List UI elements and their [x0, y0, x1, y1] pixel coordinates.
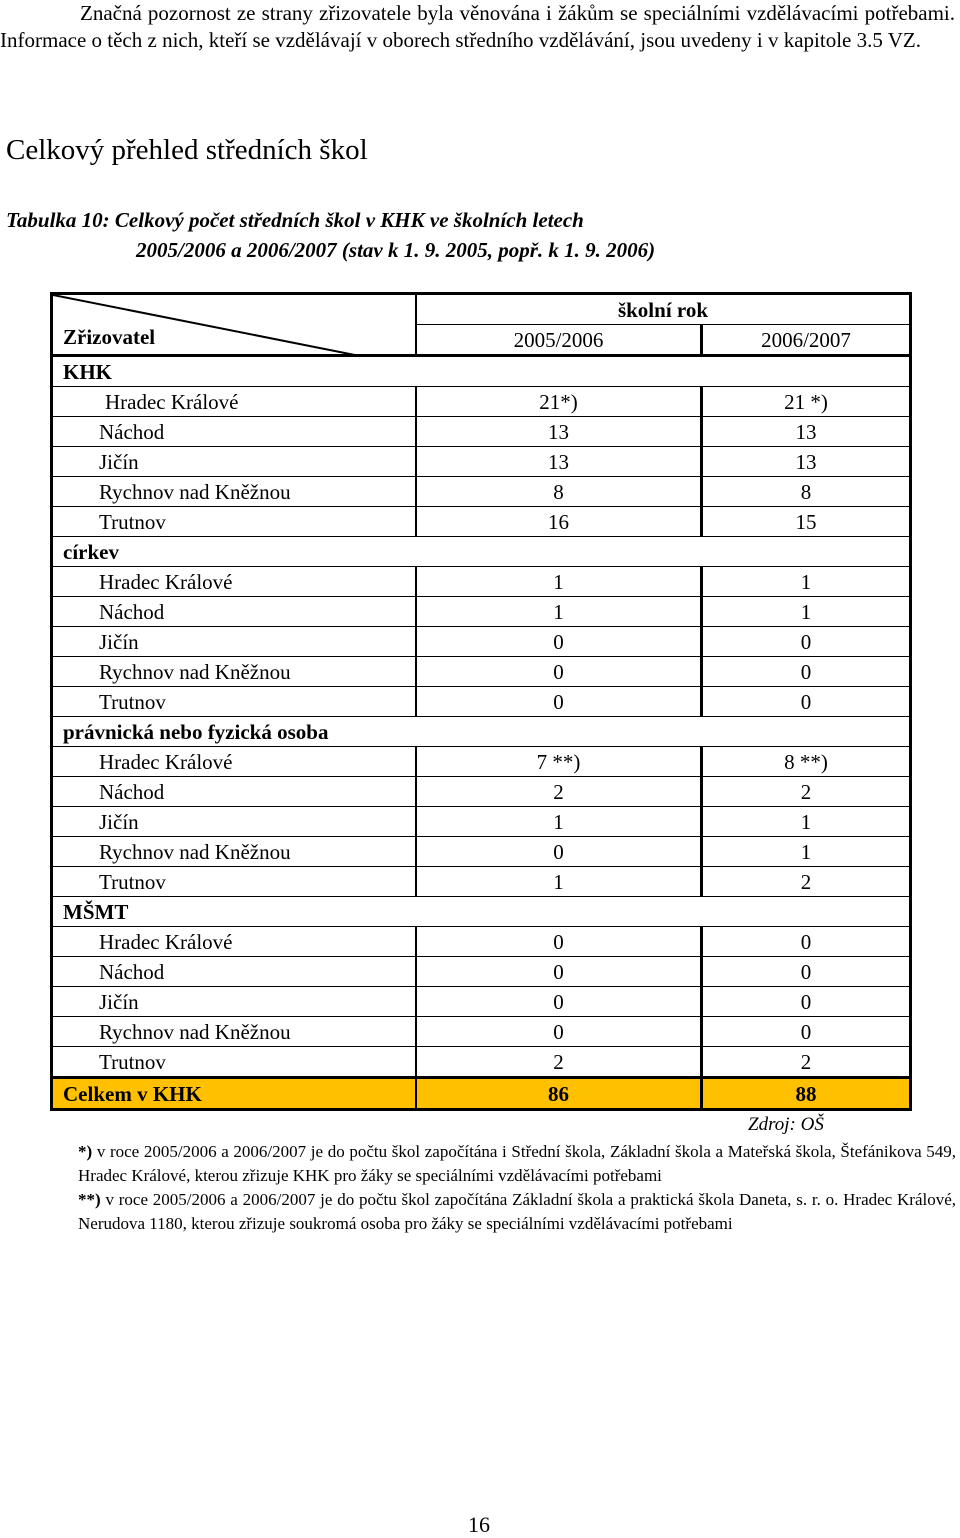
header-founder-cell [52, 294, 417, 356]
value-2005: 13 [416, 447, 702, 477]
group-row [52, 897, 911, 927]
value-2006: 21 *) [702, 387, 911, 417]
group-name: KHK [52, 356, 911, 387]
value-2006: 13 [702, 447, 911, 477]
header-founder: Zřizovatel [63, 325, 156, 349]
district-label: Hradec Králové [52, 387, 417, 417]
group-name: církev [52, 537, 911, 567]
table-row [52, 957, 911, 987]
table-row [52, 477, 911, 507]
intro-paragraph [0, 0, 955, 54]
table-row [52, 567, 911, 597]
table-row [52, 627, 911, 657]
value-2006: 1 [702, 837, 911, 867]
caption-line-1: Tabulka 10: Celkový počet středních škol v KHK ve školních letech [6, 208, 584, 232]
value-2005: 1 [416, 867, 702, 897]
value-2006: 0 [702, 927, 911, 957]
district-label: Hradec Králové [52, 927, 417, 957]
value-2005: 16 [416, 507, 702, 537]
value-2005: 13 [416, 417, 702, 447]
district-label: Rychnov nad Kněžnou [52, 657, 417, 687]
value-2006: 0 [702, 957, 911, 987]
district-label: Rychnov nad Kněžnou [52, 1017, 417, 1047]
table-row [52, 597, 911, 627]
footnotes [78, 1140, 956, 1236]
district-label: Náchod [52, 417, 417, 447]
schools-table [50, 292, 912, 1111]
footnote-marker: *) [78, 1142, 93, 1161]
footnote-1 [78, 1140, 956, 1188]
value-2006: 0 [702, 687, 911, 717]
group-name: MŠMT [52, 897, 911, 927]
value-2006: 2 [702, 1047, 911, 1078]
value-2006: 2 [702, 867, 911, 897]
table-row [52, 927, 911, 957]
group-row [52, 717, 911, 747]
value-2005: 0 [416, 627, 702, 657]
district-label: Náchod [52, 597, 417, 627]
total-label: Celkem v KHK [52, 1078, 417, 1110]
header-year-1: 2005/2006 [416, 325, 702, 356]
district-label: Trutnov [52, 687, 417, 717]
value-2005: 21*) [416, 387, 702, 417]
table-row [52, 387, 911, 417]
value-2005: 0 [416, 1017, 702, 1047]
group-row [52, 537, 911, 567]
table-caption [6, 205, 655, 265]
value-2006: 1 [702, 567, 911, 597]
district-label: Trutnov [52, 507, 417, 537]
table-row [52, 1047, 911, 1078]
district-label: Rychnov nad Kněžnou [52, 477, 417, 507]
district-label: Jičín [52, 447, 417, 477]
value-2006: 8 [702, 477, 911, 507]
header-year-2: 2006/2007 [702, 325, 911, 356]
value-2006: 15 [702, 507, 911, 537]
value-2005: 1 [416, 807, 702, 837]
value-2005: 0 [416, 687, 702, 717]
table-row [52, 837, 911, 867]
total-row [52, 1078, 911, 1110]
district-label: Náchod [52, 777, 417, 807]
footnote-marker: **) [78, 1190, 101, 1209]
value-2006: 0 [702, 657, 911, 687]
district-label: Jičín [52, 987, 417, 1017]
district-label: Hradec Králové [52, 567, 417, 597]
value-2005: 1 [416, 597, 702, 627]
header-row-group [52, 294, 911, 325]
value-2006: 13 [702, 417, 911, 447]
section-heading: Celkový přehled středních škol [6, 134, 368, 166]
table-row [52, 747, 911, 777]
table-row [52, 807, 911, 837]
table-row [52, 987, 911, 1017]
value-2005: 8 [416, 477, 702, 507]
value-2006: 8 **) [702, 747, 911, 777]
table-row [52, 507, 911, 537]
value-2005: 1 [416, 567, 702, 597]
value-2005: 0 [416, 957, 702, 987]
district-label: Jičín [52, 807, 417, 837]
district-label: Rychnov nad Kněžnou [52, 837, 417, 867]
value-2005: 7 **) [416, 747, 702, 777]
district-label: Trutnov [52, 867, 417, 897]
district-label: Náchod [52, 957, 417, 987]
district-label: Hradec Králové [52, 747, 417, 777]
group-name: právnická nebo fyzická osoba [52, 717, 911, 747]
footnote-text: v roce 2005/2006 a 2006/2007 je do počtu škol započítána i Střední škola, Základní škola a Mateřská škola, Štefánikova 549, Hradec Králové, kterou zřizuje KHK pro žáky se speciálními vzdělávacími potřebami [78, 1142, 957, 1185]
value-2006: 0 [702, 1017, 911, 1047]
footnote-2 [78, 1188, 956, 1236]
value-2006: 1 [702, 807, 911, 837]
value-2005: 2 [416, 1047, 702, 1078]
value-2006: 2 [702, 777, 911, 807]
table-row [52, 1017, 911, 1047]
header-school-year: školní rok [416, 294, 911, 325]
district-label: Trutnov [52, 1047, 417, 1078]
value-2006: 1 [702, 597, 911, 627]
value-2005: 0 [416, 927, 702, 957]
table-row [52, 777, 911, 807]
caption-line-2: 2005/2006 a 2006/2007 (stav k 1. 9. 2005, popř. k 1. 9. 2006) [136, 238, 656, 262]
value-2005: 2 [416, 777, 702, 807]
table-row [52, 417, 911, 447]
value-2006: 0 [702, 987, 911, 1017]
table-row [52, 657, 911, 687]
district-label: Jičín [52, 627, 417, 657]
page-number: 16 [468, 1512, 490, 1537]
value-2006: 0 [702, 627, 911, 657]
total-2005: 86 [416, 1078, 702, 1110]
intro-text: Značná pozornost ze strany zřizovatele byla věnována i žákům se speciálními vzdělávacími potřebami. Informace o těch z nich, kteří se vzdělávají v oborech středního vzdělávání, jsou uvedeny i v kapitole 3.5 VZ. [0, 1, 955, 52]
table-row [52, 867, 911, 897]
value-2005: 0 [416, 987, 702, 1017]
source-note: Zdroj: OŠ [748, 1114, 824, 1135]
group-row [52, 356, 911, 387]
value-2005: 0 [416, 657, 702, 687]
table-row [52, 687, 911, 717]
total-2006: 88 [702, 1078, 911, 1110]
footnote-text: v roce 2005/2006 a 2006/2007 je do počtu škol započítána Základní škola a praktická škola Daneta, s. r. o. Hradec Králové, Nerudova 1180, kterou zřizuje soukromá osoba pro žáky se speciálními vzdělávacími potřebami [78, 1190, 957, 1233]
table-row [52, 447, 911, 477]
value-2005: 0 [416, 837, 702, 867]
